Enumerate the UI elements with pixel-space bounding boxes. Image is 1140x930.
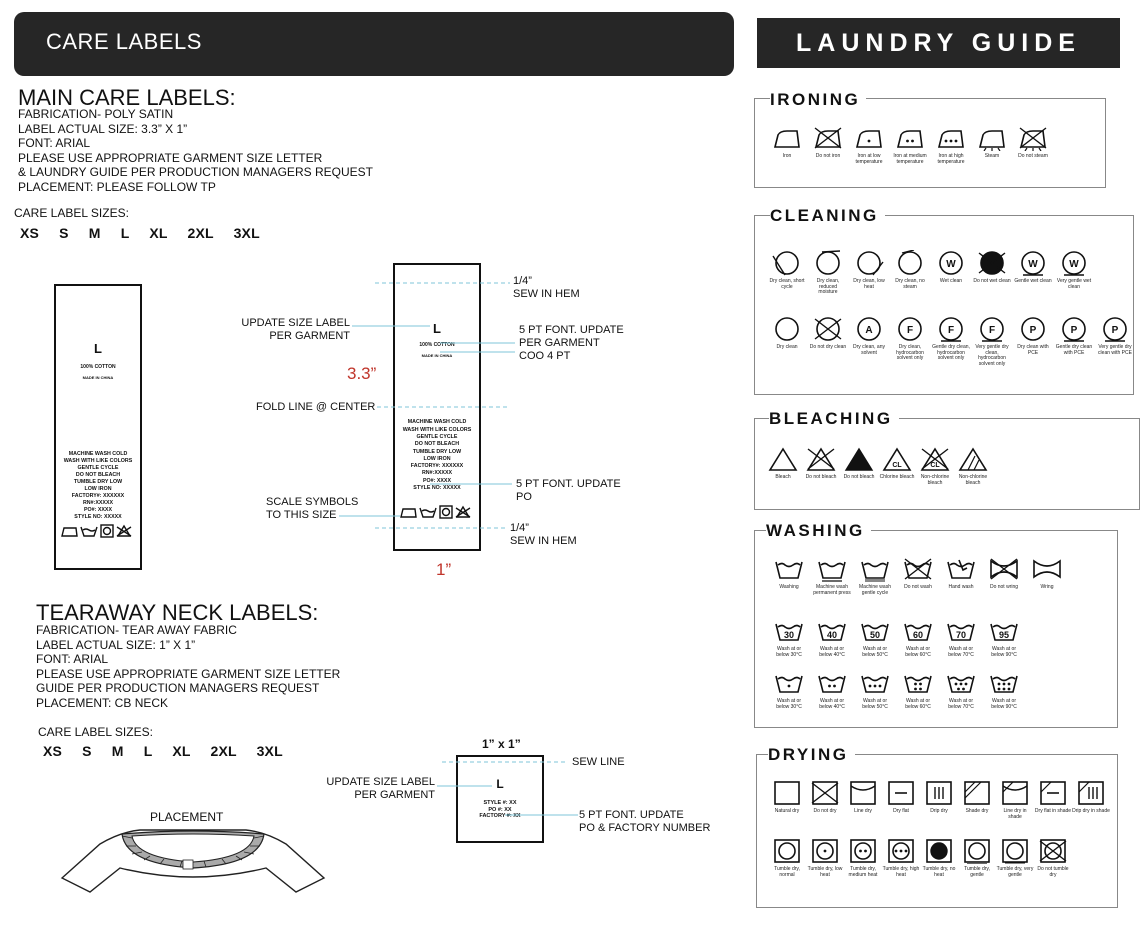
laundry-symbol [764, 446, 802, 481]
svg-text:70: 70 [955, 630, 967, 640]
symbol-caption: Dry clean, hydrocarbon solvent only [896, 344, 924, 362]
symbol-caption: Wash at or below 40°C [819, 698, 845, 710]
laundry-symbol [920, 838, 958, 878]
laundry-symbol [973, 125, 1011, 160]
neck-label-text: STYLE #: XX PO #: XX FACTORY #: XX [479, 800, 521, 819]
care-symbol-icon [771, 780, 803, 806]
care-symbol-icon [1031, 556, 1063, 582]
label-care-text: MACHINE WASH COLD WASH WITH LIKE COLORS GENTLE CYCLE DO NOT BLEACH TUMBLE DRY LOW LOW IRON FACTORY#: XXXXXX RN#:XXXXX PO#: XXXX STYLE NO: XXXXX [63, 451, 133, 521]
care-symbol-icon [809, 780, 841, 806]
laundry-symbol [958, 838, 996, 878]
care-symbol-icon [902, 670, 934, 696]
care-symbol-icon [771, 838, 803, 864]
symbol-caption: Wash at or below 60°C [905, 698, 931, 710]
laundry-symbol [932, 250, 970, 285]
laundry-symbol [768, 125, 806, 160]
svg-text:30: 30 [783, 630, 795, 640]
neck-update-size-note: UPDATE SIZE LABEL PER GARMENT [326, 776, 435, 801]
symbol-caption: Steam [984, 153, 1000, 159]
laundry-symbol [973, 250, 1011, 285]
spec-line: PLEASE USE APPROPRIATE GARMENT SIZE LETTER [18, 150, 323, 165]
care-symbol-icon [853, 316, 885, 342]
care-symbol-icon [853, 250, 885, 276]
laundry-symbol [1014, 316, 1052, 356]
laundry-symbol [768, 316, 806, 351]
symbol-caption: Dry clean, low heat [853, 278, 885, 290]
care-symbol-icon [859, 556, 891, 582]
care-symbol-icon [881, 446, 913, 472]
care-symbol-icon [1058, 250, 1090, 276]
symbol-caption: Hand wash [948, 584, 974, 590]
laundry-symbol [850, 250, 888, 290]
symbol-caption: Wash at or below 50°C [862, 698, 888, 710]
laundry-guide-title: LAUNDRY GUIDE [796, 29, 1081, 57]
symbol-caption: Bleach [775, 474, 791, 480]
svg-text:95: 95 [998, 630, 1010, 640]
symbol-caption: Do not wring [989, 584, 1019, 590]
font-update-note: 5 PT FONT. UPDATE PER GARMENT COO 4 PT [519, 324, 624, 362]
symbol-caption: Do not iron [815, 153, 841, 159]
spec-line: PLACEMENT: PLEASE FOLLOW TP [18, 179, 216, 194]
laundry-symbol [985, 556, 1023, 591]
symbol-caption: Do not dry [813, 808, 837, 814]
laundry-symbol [856, 618, 894, 658]
symbol-caption: Dry clean with PCE [1017, 344, 1049, 356]
symbol-caption: Do not wet clean [973, 278, 1011, 284]
care-symbol-icon [945, 556, 977, 582]
symbol-caption: Wash at or below 90°C [991, 646, 1017, 658]
symbol-caption: Very gentle dry clean with PCE [1098, 344, 1132, 356]
care-symbol-icon [976, 125, 1008, 151]
care-symbol-icon [988, 556, 1020, 582]
care-symbol-icon [1037, 838, 1069, 864]
laundry-symbol [856, 670, 894, 710]
svg-text:F: F [988, 325, 996, 336]
laundry-symbol [809, 316, 847, 351]
symbol-caption: Tumble dry, no heat [922, 866, 956, 878]
care-symbol-icon [843, 446, 875, 472]
care-symbol-icon [859, 670, 891, 696]
symbol-caption: Wring [1040, 584, 1054, 590]
laundry-symbol [1034, 780, 1072, 815]
laundry-symbol [985, 618, 1023, 658]
main-care-labels-title: MAIN CARE LABELS: [18, 85, 236, 110]
svg-text:CL: CL [930, 462, 940, 469]
symbol-caption: Drip dry [930, 808, 948, 814]
laundry-symbol [768, 250, 806, 290]
care-symbol-icon [1037, 780, 1069, 806]
care-symbol-icon [988, 618, 1020, 644]
care-symbol-icon [976, 316, 1008, 342]
main-sizes-label: CARE LABEL SIZES: [14, 206, 129, 220]
care-symbol-icon [885, 838, 917, 864]
laundry-symbol [899, 670, 937, 710]
symbol-caption: Wash at or below 70°C [948, 646, 974, 658]
care-symbol-icon [805, 446, 837, 472]
laundry-symbol [1055, 250, 1093, 290]
neck-label-size: L [496, 777, 504, 791]
fold-line-note: FOLD LINE @ CENTER [256, 401, 376, 413]
care-symbol-icon [902, 618, 934, 644]
symbol-caption: Very gentle dry clean, hydrocarbon solvent only [975, 344, 1009, 367]
symbol-caption: Machine wash permanent press [813, 584, 851, 596]
laundry-symbol [768, 780, 806, 815]
symbol-caption: Wash at or below 50°C [862, 646, 888, 658]
label-size: L [433, 321, 441, 336]
symbol-caption: Do not steam [1018, 153, 1048, 159]
washing-title: WASHING [766, 521, 871, 541]
laundry-symbol [958, 780, 996, 815]
laundry-symbol [809, 125, 847, 160]
symbol-caption: Shade dry [965, 808, 989, 814]
svg-text:40: 40 [826, 630, 838, 640]
care-symbol-icon [935, 250, 967, 276]
care-symbol-icon [773, 556, 805, 582]
label-width-dimension: 1” [436, 560, 452, 579]
care-symbol-icon [812, 250, 844, 276]
symbol-caption: Gentle dry clean with PCE [1055, 344, 1093, 356]
symbol-caption: Non-chlorine bleach [958, 474, 988, 486]
care-symbol-icon [894, 250, 926, 276]
care-symbol-icon [1058, 316, 1090, 342]
laundry-symbol [891, 316, 929, 362]
care-symbol-icon [894, 125, 926, 151]
symbol-caption: Dry clean, short cycle [769, 278, 805, 290]
symbol-caption: Do not wash [904, 584, 932, 590]
laundry-symbol [882, 838, 920, 878]
laundry-symbol [806, 838, 844, 878]
symbol-caption: Dry clean, any solvent [853, 344, 885, 356]
care-symbol-icon [816, 618, 848, 644]
symbol-caption: Tumble dry, very gentle [996, 866, 1034, 878]
symbol-caption: Non-chlorine bleach [920, 474, 950, 486]
symbol-caption: Natural dry [774, 808, 800, 814]
scale-symbols-note: SCALE SYMBOLS TO THIS SIZE [266, 496, 359, 521]
care-symbol-icon [1017, 125, 1049, 151]
symbol-caption: Wash at or below 40°C [819, 646, 845, 658]
ironing-title: IRONING [770, 90, 866, 110]
laundry-symbol [920, 780, 958, 815]
svg-text:CL: CL [892, 462, 902, 469]
label-content: 100% COTTON [419, 342, 455, 348]
laundry-symbol [916, 446, 954, 486]
symbol-caption: Gentle dry clean, hydrocarbon solvent only [932, 344, 970, 362]
laundry-symbol [809, 250, 847, 296]
svg-text:50: 50 [869, 630, 881, 640]
svg-text:F: F [947, 325, 955, 336]
diagram-leader-lines [0, 0, 740, 600]
symbol-caption: Tumble dry, gentle [964, 866, 990, 878]
symbol-caption: Tumble dry, medium heat [848, 866, 878, 878]
symbol-caption: Do not tumble dry [1037, 866, 1069, 878]
placement-label: PLACEMENT [150, 810, 224, 824]
care-symbol-icon [847, 780, 879, 806]
laundry-symbol [1014, 125, 1052, 160]
symbol-caption: Iron [782, 153, 792, 159]
care-symbol-icon [853, 125, 885, 151]
care-symbol-icon [961, 780, 993, 806]
care-symbol-icon [1017, 316, 1049, 342]
care-symbol-icon [816, 556, 848, 582]
care-symbol-icon [1075, 780, 1107, 806]
po-update-note: 5 PT FONT. UPDATE PO [516, 478, 621, 503]
sew-hem-top-note: 1/4” SEW IN HEM [513, 275, 580, 300]
laundry-symbol [1072, 780, 1110, 815]
drying-section [756, 754, 1118, 908]
care-symbol-icon [773, 670, 805, 696]
care-symbol-icon [976, 250, 1008, 276]
laundry-symbol [942, 618, 980, 658]
care-symbol-icon [988, 670, 1020, 696]
care-symbol-icon [1099, 316, 1131, 342]
care-symbol-icon [902, 556, 934, 582]
symbol-caption: Gentle wet clean [1014, 278, 1052, 284]
symbol-caption: Machine wash gentle cycle [859, 584, 891, 596]
laundry-symbol [942, 556, 980, 591]
laundry-symbol [891, 250, 929, 290]
laundry-symbol [942, 670, 980, 710]
laundry-symbol [844, 780, 882, 815]
laundry-symbol [973, 316, 1011, 367]
svg-text:W: W [946, 259, 956, 270]
spec-line: FABRICATION- POLY SATIN [18, 107, 174, 121]
symbol-caption: Chlorine bleach [879, 474, 915, 480]
laundry-symbol [1014, 250, 1052, 285]
cleaning-section [754, 215, 1134, 395]
laundry-symbol [985, 670, 1023, 710]
symbol-caption: Do not dry clean [809, 344, 847, 350]
symbol-caption: Wash at or below 60°C [905, 646, 931, 658]
sew-line-note: SEW LINE [572, 756, 625, 768]
symbol-caption: Tumble dry, normal [774, 866, 800, 878]
care-symbol-icon [1017, 250, 1049, 276]
care-symbol-icon [859, 618, 891, 644]
care-symbol-icon [999, 838, 1031, 864]
laundry-symbol [802, 446, 840, 481]
care-symbol-icon [935, 125, 967, 151]
symbol-caption: Very gentle wet clean [1056, 278, 1092, 290]
care-symbol-icon [767, 446, 799, 472]
symbol-caption: Washing [779, 584, 799, 590]
laundry-symbol [954, 446, 992, 486]
svg-text:W: W [1069, 259, 1079, 270]
svg-text:W: W [1028, 259, 1038, 270]
symbol-caption: Dry clean [776, 344, 798, 350]
spec-line: FONT: ARIAL [18, 136, 91, 150]
care-symbol-icon [999, 780, 1031, 806]
label-origin: MADE IN CHINA [421, 353, 453, 359]
svg-text:P: P [1029, 325, 1037, 336]
laundry-symbol [813, 618, 851, 658]
care-symbol-icon [809, 838, 841, 864]
symbol-caption: Iron at low temperature [855, 153, 883, 165]
care-symbol-icon [945, 618, 977, 644]
care-symbol-icon [771, 316, 803, 342]
symbol-caption: Dry flat in shade [1034, 808, 1072, 814]
laundry-symbol [996, 838, 1034, 878]
care-labels-title: CARE LABELS [46, 29, 202, 54]
laundry-symbol [850, 125, 888, 165]
label-size: L [94, 341, 102, 356]
care-symbol-icon [935, 316, 967, 342]
laundry-symbol [891, 125, 929, 165]
neck-spec: FABRICATION- TEAR AWAY FABRIC LABEL ACTUAL SIZE: 1” X 1” FONT: ARIAL PLEASE USE APPROPRIATE GARMENT SIZE LETTER GUIDE PER PRODUCTION MANAGERS REQUEST PLACEMENT: CB NECK [36, 623, 341, 710]
care-symbol-icon [923, 838, 955, 864]
update-size-note: UPDATE SIZE LABEL PER GARMENT [241, 317, 350, 342]
laundry-symbol [932, 125, 970, 165]
symbol-caption: Do not bleach [843, 474, 875, 480]
laundry-symbol [813, 670, 851, 710]
symbol-caption: Drip dry in shade [1072, 808, 1110, 814]
label-origin: MADE IN CHINA [82, 375, 114, 381]
laundry-guide-header [757, 18, 1120, 68]
svg-text:60: 60 [912, 630, 924, 640]
laundry-symbol [899, 618, 937, 658]
label-care-text: MACHINE WASH COLD WASH WITH LIKE COLORS GENTLE CYCLE DO NOT BLEACH TUMBLE DRY LOW LOW IRON FACTORY#: XXXXXX RN#:XXXXX PO#: XXXX STYLE NO: XXXXX [402, 419, 472, 492]
cleaning-title: CLEANING [770, 206, 885, 226]
symbol-caption: Line dry [854, 808, 872, 814]
symbol-caption: Wash at or below 30°C [776, 698, 802, 710]
laundry-symbol [813, 556, 851, 596]
laundry-symbol [806, 780, 844, 815]
care-symbol-icon [923, 780, 955, 806]
symbol-caption: Iron at medium temperature [893, 153, 927, 165]
sew-hem-bottom-note: 1/4” SEW IN HEM [510, 522, 577, 547]
care-symbol-icon [957, 446, 989, 472]
neck-label-dimensions: 1” x 1” [482, 737, 521, 751]
symbol-caption: Do not bleach [805, 474, 837, 480]
spec-line: LABEL ACTUAL SIZE: 3.3” X 1” [18, 121, 188, 136]
laundry-symbol [856, 556, 894, 596]
care-symbol-icon [812, 316, 844, 342]
laundry-symbol [1034, 838, 1072, 878]
care-symbol-icon [812, 125, 844, 151]
laundry-symbol [878, 446, 916, 481]
care-symbol-icon [919, 446, 951, 472]
laundry-symbol [768, 838, 806, 878]
laundry-symbol [932, 316, 970, 362]
drying-title: DRYING [768, 745, 855, 765]
symbol-caption: Iron at high temperature [937, 153, 965, 165]
laundry-symbol [1055, 316, 1093, 356]
symbol-caption: Dry clean, reduced moisture [816, 278, 840, 296]
symbol-caption: Wash at or below 70°C [948, 698, 974, 710]
care-symbol-icon [961, 838, 993, 864]
care-symbol-icon [773, 618, 805, 644]
svg-text:P: P [1070, 325, 1078, 336]
bleaching-title: BLEACHING [769, 409, 899, 429]
laundry-symbol [1096, 316, 1134, 356]
main-sizes: XS S M L XL 2XL 3XL [20, 225, 260, 241]
care-symbol-icon [847, 838, 879, 864]
neck-sizes-label: CARE LABEL SIZES: [38, 725, 153, 739]
laundry-symbol [882, 780, 920, 815]
care-symbol-icon [885, 780, 917, 806]
laundry-symbol [996, 780, 1034, 820]
laundry-symbol [850, 316, 888, 356]
symbol-caption: Wet clean [939, 278, 963, 284]
symbol-caption: Wash at or below 90°C [991, 698, 1017, 710]
neck-labels-title: TEARAWAY NECK LABELS: [36, 600, 319, 625]
laundry-symbol [770, 670, 808, 710]
laundry-symbol [844, 838, 882, 878]
ironing-section [754, 98, 1106, 188]
po-factory-note: 5 PT FONT. UPDATE PO & FACTORY NUMBER [579, 809, 711, 834]
symbol-caption: Tumble dry, low heat [807, 866, 843, 878]
label-height-dimension: 3.3” [347, 364, 377, 383]
care-symbol-icon [894, 316, 926, 342]
laundry-symbol [770, 556, 808, 591]
neck-sizes: XS S M L XL 2XL 3XL [43, 743, 283, 759]
spec-line: & LAUNDRY GUIDE PER PRODUCTION MANAGERS REQUEST [18, 165, 373, 179]
symbol-caption: Wash at or below 30°C [776, 646, 802, 658]
label-content: 100% COTTON [80, 364, 116, 370]
care-symbol-icon [771, 250, 803, 276]
symbol-caption: Tumble dry, high heat [882, 866, 920, 878]
symbol-caption: Dry flat [893, 808, 909, 814]
care-symbol-icon [771, 125, 803, 151]
care-symbol-icon [816, 670, 848, 696]
laundry-symbol [840, 446, 878, 481]
svg-text:F: F [906, 325, 914, 336]
care-symbol-icon [945, 670, 977, 696]
svg-text:A: A [865, 325, 873, 336]
laundry-symbol [1028, 556, 1066, 591]
laundry-symbol [770, 618, 808, 658]
svg-text:P: P [1111, 325, 1119, 336]
symbol-caption: Line dry in shade [1003, 808, 1027, 820]
symbol-caption: Dry clean, no steam [895, 278, 925, 290]
laundry-symbol [899, 556, 937, 591]
